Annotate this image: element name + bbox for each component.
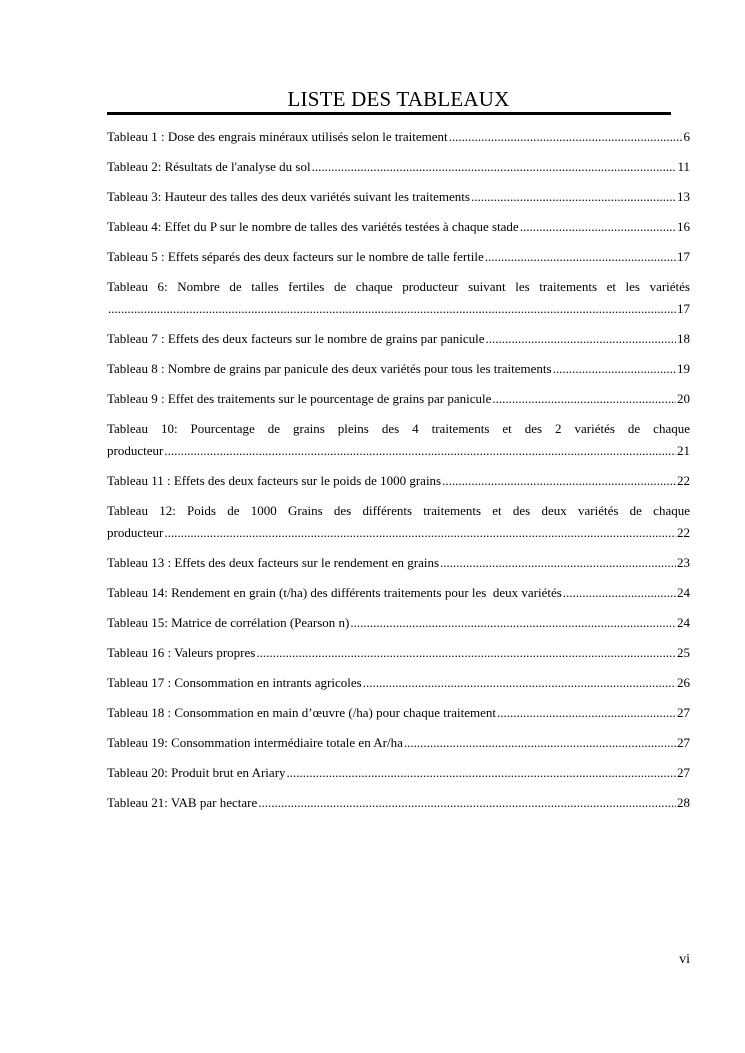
- toc-entry-label: Tableau 14: Rendement en grain (t/ha) des différents traitements pour les deux variétés: [107, 585, 562, 600]
- toc-entry-label: Tableau 10: Pourcentage de grains pleins des 4 traitements et des 2 variétés de chaque: [107, 421, 690, 436]
- dot-leader: [440, 552, 676, 574]
- dot-leader: [486, 328, 676, 350]
- dot-leader: [442, 470, 676, 492]
- dot-leader: [471, 186, 676, 208]
- dot-leader: [258, 792, 676, 814]
- toc-entry[interactable]: [107, 246, 690, 268]
- toc-entry[interactable]: [107, 792, 690, 814]
- dot-leader: [256, 642, 676, 664]
- toc-entry-page: 17: [677, 301, 690, 316]
- toc-entry-page: 17: [677, 249, 690, 264]
- toc-entry-label: Tableau 15: Matrice de corrélation (Pearson n): [107, 615, 350, 630]
- toc-entry-label: Tableau 11 : Effets des deux facteurs sur le poids de 1000 grains: [107, 473, 442, 488]
- table-list: [107, 126, 690, 822]
- toc-entry[interactable]: [107, 388, 690, 410]
- toc-entry-label: Tableau 6: Nombre de talles fertiles de chaque producteur suivant les traitements et les variétés: [107, 279, 690, 294]
- dot-leader: [287, 762, 676, 784]
- toc-entry-multiline[interactable]: [107, 276, 690, 320]
- toc-entry-label: Tableau 8 : Nombre de grains par panicule des deux variétés pour tous les traitements: [107, 361, 552, 376]
- toc-entry-label: Tableau 1 : Dose des engrais minéraux utilisés selon le traitement: [107, 129, 448, 144]
- dot-leader: [363, 672, 676, 694]
- toc-entry-page: 24: [677, 615, 690, 630]
- toc-entry-label: Tableau 19: Consommation intermédiaire totale en Ar/ha: [107, 735, 403, 750]
- toc-entry[interactable]: [107, 328, 690, 350]
- toc-entry-page: 11: [677, 159, 690, 174]
- toc-entry-page: 16: [677, 219, 690, 234]
- toc-entry-label-cont: producteur: [107, 525, 164, 540]
- toc-entry-label-cont: producteur: [107, 443, 164, 458]
- dot-leader: [350, 612, 676, 634]
- dot-leader: [164, 440, 676, 462]
- dot-leader: [108, 298, 676, 320]
- toc-entry-label: Tableau 9 : Effet des traitements sur le pourcentage de grains par panicule: [107, 391, 492, 406]
- dot-leader: [164, 522, 676, 544]
- toc-entry-page: 19: [677, 361, 690, 376]
- toc-entry-label: Tableau 2: Résultats de l'analyse du sol: [107, 159, 311, 174]
- toc-entry[interactable]: [107, 470, 690, 492]
- toc-entry-page: 27: [677, 765, 690, 780]
- toc-entry-page: 13: [677, 189, 690, 204]
- toc-entry-label: Tableau 13 : Effets des deux facteurs sur le rendement en grains: [107, 555, 440, 570]
- page-title: LISTE DES TABLEAUX: [287, 87, 510, 111]
- toc-entry-page: 20: [677, 391, 690, 406]
- toc-entry-page: 27: [677, 735, 690, 750]
- toc-entry-page: 22: [677, 525, 690, 540]
- toc-entry-label: Tableau 21: VAB par hectare: [107, 795, 258, 810]
- dot-leader: [492, 388, 676, 410]
- toc-entry-label: Tableau 5 : Effets séparés des deux facteurs sur le nombre de talle fertile: [107, 249, 484, 264]
- dot-leader: [312, 156, 677, 178]
- toc-entry-page: 26: [677, 675, 690, 690]
- toc-entry-label: Tableau 7 : Effets des deux facteurs sur le nombre de grains par panicule: [107, 331, 485, 346]
- toc-entry[interactable]: [107, 156, 690, 178]
- toc-entry-page: 28: [677, 795, 690, 810]
- toc-entry-label: Tableau 17 : Consommation en intrants agricoles: [107, 675, 362, 690]
- toc-entry[interactable]: [107, 216, 690, 238]
- toc-entry-label: Tableau 18 : Consommation en main d’œuvre (/ha) pour chaque traitement: [107, 705, 496, 720]
- dot-leader: [520, 216, 676, 238]
- page-number: vi: [679, 952, 690, 967]
- toc-entry-label: Tableau 4: Effet du P sur le nombre de talles des variétés testées à chaque stade: [107, 219, 519, 234]
- toc-entry[interactable]: [107, 582, 690, 604]
- toc-entry-page: 23: [677, 555, 690, 570]
- dot-leader: [563, 582, 676, 604]
- toc-entry[interactable]: [107, 642, 690, 664]
- toc-entry-page: 18: [677, 331, 690, 346]
- toc-entry-page: 25: [677, 645, 690, 660]
- toc-entry[interactable]: [107, 358, 690, 380]
- toc-entry-page: 24: [677, 585, 690, 600]
- toc-entry-page: 22: [677, 473, 690, 488]
- toc-entry[interactable]: [107, 702, 690, 724]
- dot-leader: [449, 126, 683, 148]
- dot-leader: [497, 702, 676, 724]
- toc-entry[interactable]: [107, 126, 690, 148]
- toc-entry[interactable]: [107, 732, 690, 754]
- toc-entry[interactable]: [107, 762, 690, 784]
- toc-entry[interactable]: [107, 186, 690, 208]
- toc-entry-label: Tableau 12: Poids de 1000 Grains des différents traitements et des deux variétés de chaque: [107, 503, 690, 518]
- toc-entry[interactable]: [107, 552, 690, 574]
- toc-entry-page: 21: [677, 443, 690, 458]
- dot-leader: [553, 358, 676, 380]
- toc-entry-multiline[interactable]: [107, 500, 690, 544]
- toc-entry[interactable]: [107, 612, 690, 634]
- toc-entry-page: 27: [677, 705, 690, 720]
- toc-entry[interactable]: [107, 672, 690, 694]
- dot-leader: [404, 732, 676, 754]
- toc-entry-page: 6: [683, 129, 690, 144]
- toc-entry-label: Tableau 16 : Valeurs propres: [107, 645, 256, 660]
- toc-entry-multiline[interactable]: [107, 418, 690, 462]
- toc-entry-label: Tableau 20: Produit brut en Ariary: [107, 765, 286, 780]
- dot-leader: [485, 246, 676, 268]
- toc-entry-label: Tableau 3: Hauteur des talles des deux variétés suivant les traitements: [107, 189, 470, 204]
- title-underline: [107, 112, 671, 115]
